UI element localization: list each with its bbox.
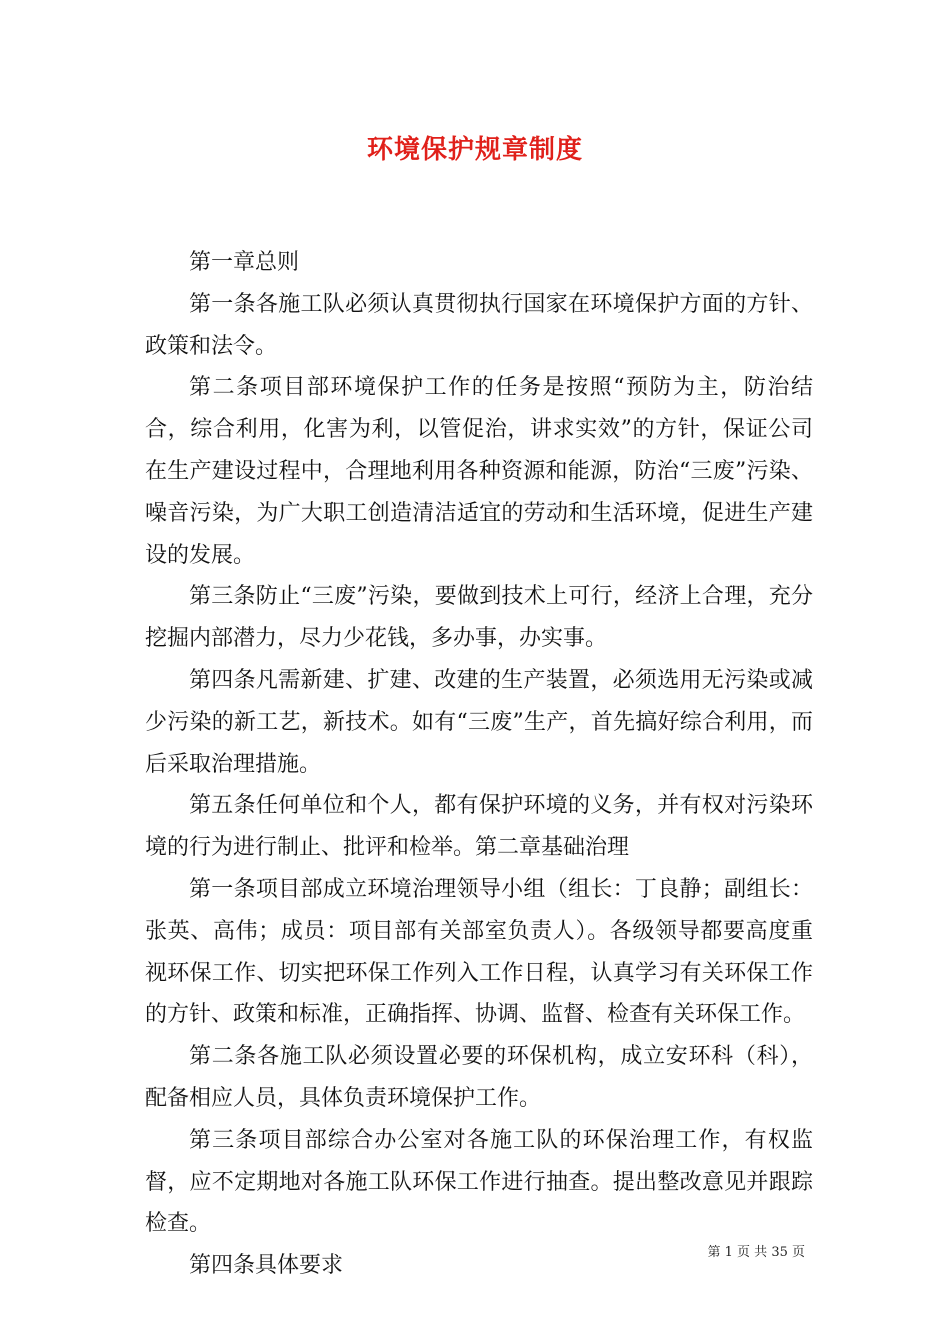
document-title: 环境保护规章制度: [366, 135, 583, 165]
paragraph: 第三条项目部综合办公室对各施工队的环保治理工作，有权监督，应不定期地对各施工队环保工作进行抽查。提出整改意见并跟踪检查。: [145, 1127, 813, 1237]
paragraph: 第四条具体要求: [189, 1253, 344, 1279]
paragraph: 第二条各施工队必须设置必要的环保机构，成立安环科（科），配备相应人员，具体负责环境保护工作。: [145, 1044, 813, 1111]
paragraph: 第三条防止“三废”污染，要做到技术上可行，经济上合理，充分挖掘内部潜力，尽力少花钱，多办事，办实事。: [145, 584, 813, 652]
paragraph: 第五条任何单位和个人，都有保护环境的义务，并有权对污染环境的行为进行制止、批评和检举。第二章基础治理: [145, 793, 813, 861]
paragraph: 第二条项目部环境保护工作的任务是按照“预防为主，防治结合，综合利用，化害为利，以管促治，讲求实效”的方针，保证公司在生产建设过程中，合理地利用各种资源和能源，防治“三废”污染、噪音污染，为广大职工创造清洁适宜的劳动和生活环境，促进生产建设的发展。: [145, 375, 813, 568]
paragraph: 第四条凡需新建、扩建、改建的生产装置，必须选用无污染或减少污染的新工艺，新技术。如有“三废”生产，首先搞好综合利用，而后采取治理措施。: [145, 667, 813, 777]
paragraph-chapter-1: 第一章总则: [189, 250, 300, 275]
paragraph: 第一条项目部成立环境治理领导小组（组长：丁良静；副组长：张英、高伟；成员：项目部有关部室负责人）。各级领导都要高度重视环保工作、切实把环保工作列入工作日程，认真学习有关环保工作的方针、政策和标准，正确指挥、协调、监督、检查有关环保工作。: [145, 876, 813, 1028]
page-number: 第 1 页 共 35 页: [707, 1245, 805, 1260]
paragraph: 第一条各施工队必须认真贯彻执行国家在环境保护方面的方针、政策和法令。: [145, 291, 813, 359]
document-body: [145, 242, 813, 1287]
